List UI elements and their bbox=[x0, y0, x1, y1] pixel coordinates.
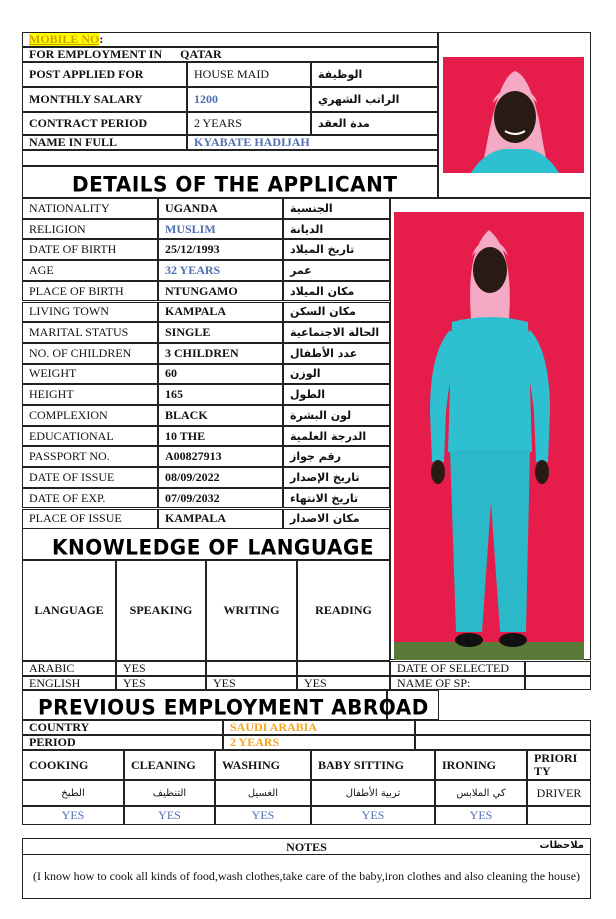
skill-cooking-value: YES bbox=[22, 806, 124, 825]
lang-header-language: LANGUAGE bbox=[22, 560, 116, 661]
detail-ar: مكان السكن bbox=[283, 302, 390, 323]
skill-baby-sitting-header: BABY SITTING bbox=[311, 750, 435, 780]
detail-label: NO. OF CHILDREN bbox=[22, 343, 158, 364]
lang-header-writing: WRITING bbox=[206, 560, 297, 661]
salary-ar: الراتب الشهري bbox=[311, 87, 438, 112]
detail-ar: الطول bbox=[283, 384, 390, 405]
detail-label: DATE OF EXP. bbox=[22, 488, 158, 509]
skill-cooking-ar: الطبخ bbox=[22, 780, 124, 806]
skill-cleaning-header: CLEANING bbox=[124, 750, 215, 780]
portrait-photo bbox=[443, 57, 584, 173]
detail-label: PASSPORT NO. bbox=[22, 446, 158, 467]
lang-arabic-reading bbox=[297, 661, 390, 676]
employment-label: FOR EMPLOYMENT IN bbox=[29, 47, 163, 61]
detail-ar: الدرجة العلمية bbox=[283, 426, 390, 447]
country-blank bbox=[415, 720, 591, 735]
detail-value: 07/09/2032 bbox=[158, 488, 283, 509]
notes-text: (I know how to cook all kinds of food,wash clothes,take care of the baby,iron clothes and also cleaning the house) bbox=[32, 869, 581, 883]
detail-value: NTUNGAMO bbox=[158, 281, 283, 302]
contract-value: 2 YEARS bbox=[187, 112, 311, 135]
country-label: COUNTRY bbox=[22, 720, 223, 735]
detail-ar: لون البشرة bbox=[283, 405, 390, 426]
period-label: PERIOD bbox=[22, 735, 223, 750]
lang-header-reading: READING bbox=[297, 560, 390, 661]
detail-value: 25/12/1993 bbox=[158, 239, 283, 260]
lang-arabic: ARABIC bbox=[22, 661, 116, 676]
detail-value: 3 CHILDREN bbox=[158, 343, 283, 364]
skill-ironing-header: IRONING bbox=[435, 750, 527, 780]
period-blank bbox=[415, 735, 591, 750]
detail-ar: الديانة bbox=[283, 219, 390, 240]
salary-value: 1200 bbox=[187, 87, 311, 112]
skill-baby-sitting-ar: تربية الأطفال bbox=[311, 780, 435, 806]
skill-cleaning-value: YES bbox=[124, 806, 215, 825]
mobile-label: MOBILE NO bbox=[29, 32, 100, 46]
name-label: NAME IN FULL bbox=[22, 135, 187, 150]
detail-ar: تاريخ الإصدار bbox=[283, 467, 390, 488]
lang-header-speaking: SPEAKING bbox=[116, 560, 206, 661]
priority-blank bbox=[527, 806, 591, 825]
detail-ar: مكان الاصدار bbox=[283, 509, 390, 530]
skill-washing-header: WASHING bbox=[215, 750, 311, 780]
detail-label: LIVING TOWN bbox=[22, 302, 158, 323]
contract-ar: مدة العقد bbox=[311, 112, 438, 135]
detail-label: EDUCATIONAL bbox=[22, 426, 158, 447]
lang-english-speaking: YES bbox=[116, 676, 206, 690]
name-sp-label: NAME OF SP: bbox=[390, 676, 525, 690]
skill-ironing-value: YES bbox=[435, 806, 527, 825]
detail-value: SINGLE bbox=[158, 322, 283, 343]
detail-label: MARITAL STATUS bbox=[22, 322, 158, 343]
lang-english-writing: YES bbox=[206, 676, 297, 690]
detail-label: HEIGHT bbox=[22, 384, 158, 405]
detail-value: BLACK bbox=[158, 405, 283, 426]
name-sp-value bbox=[525, 676, 591, 690]
detail-ar: عدد الأطفال bbox=[283, 343, 390, 364]
skill-ironing-ar: كي الملابس bbox=[435, 780, 527, 806]
notes-label: NOTES bbox=[286, 840, 327, 854]
detail-label: COMPLEXION bbox=[22, 405, 158, 426]
lang-english: ENGLISH bbox=[22, 676, 116, 690]
date-selected-value bbox=[525, 661, 591, 676]
detail-value: 60 bbox=[158, 364, 283, 385]
detail-value: UGANDA bbox=[158, 198, 283, 219]
priority-value: DRIVER bbox=[527, 780, 591, 806]
detail-label: WEIGHT bbox=[22, 364, 158, 385]
detail-ar: عمر bbox=[283, 260, 390, 281]
post-value: HOUSE MAID bbox=[187, 62, 311, 87]
detail-label: PLACE OF BIRTH bbox=[22, 281, 158, 302]
lang-english-reading: YES bbox=[297, 676, 390, 690]
detail-ar: الحالة الاجتماعية bbox=[283, 322, 390, 343]
detail-ar: تاريخ الانتهاء bbox=[283, 488, 390, 509]
previous-title: PREVIOUS EMPLOYMENT ABROAD bbox=[38, 694, 429, 720]
skill-washing-value: YES bbox=[215, 806, 311, 825]
lang-arabic-writing bbox=[206, 661, 297, 676]
language-title: KNOWLEDGE OF LANGUAGE bbox=[52, 534, 375, 560]
post-label: POST APPLIED FOR bbox=[22, 62, 187, 87]
detail-ar: تاريخ الميلاد bbox=[283, 239, 390, 260]
detail-value: 32 YEARS bbox=[158, 260, 283, 281]
detail-value: 08/09/2022 bbox=[158, 467, 283, 488]
detail-label: RELIGION bbox=[22, 219, 158, 240]
name-value: KYABATE HADIJAH bbox=[187, 135, 438, 150]
salary-label: MONTHLY SALARY bbox=[22, 87, 187, 112]
detail-label: AGE bbox=[22, 260, 158, 281]
mobile-row: MOBILE NO : bbox=[22, 32, 438, 47]
skill-cleaning-ar: التنظيف bbox=[124, 780, 215, 806]
full-body-photo bbox=[394, 212, 584, 660]
employment-row bbox=[22, 47, 438, 62]
portrait-illustration bbox=[443, 57, 584, 173]
full-body-illustration bbox=[394, 212, 584, 660]
detail-value: KAMPALA bbox=[158, 302, 283, 323]
detail-value: 165 bbox=[158, 384, 283, 405]
detail-value: 10 THE bbox=[158, 426, 283, 447]
country-value: SAUDI ARABIA bbox=[223, 720, 415, 735]
detail-label: DATE OF ISSUE bbox=[22, 467, 158, 488]
detail-value: A00827913 bbox=[158, 446, 283, 467]
date-selected-label: DATE OF SELECTED bbox=[390, 661, 525, 676]
lang-arabic-speaking: YES bbox=[116, 661, 206, 676]
detail-ar: رقم جواز bbox=[283, 446, 390, 467]
detail-label: NATIONALITY bbox=[22, 198, 158, 219]
contract-label: CONTRACT PERIOD bbox=[22, 112, 187, 135]
skill-priority-header: PRIORI TY bbox=[527, 750, 591, 780]
post-ar: الوظيفة bbox=[311, 62, 438, 87]
detail-ar: الوزن bbox=[283, 364, 390, 385]
skill-baby-sitting-value: YES bbox=[311, 806, 435, 825]
detail-value: KAMPALA bbox=[158, 509, 283, 530]
detail-label: DATE OF BIRTH bbox=[22, 239, 158, 260]
detail-ar: الجنسية bbox=[283, 198, 390, 219]
detail-label: PLACE OF ISSUE bbox=[22, 509, 158, 530]
skill-cooking-header: COOKING bbox=[22, 750, 124, 780]
detail-value: MUSLIM bbox=[158, 219, 283, 240]
notes-ar-label: ملاحظات bbox=[539, 840, 584, 851]
period-value: 2 YEARS bbox=[223, 735, 415, 750]
blank-row bbox=[22, 150, 438, 166]
detail-ar: مكان الميلاد bbox=[283, 281, 390, 302]
employment-value: QATAR bbox=[180, 47, 222, 61]
skill-washing-ar: الغسيل bbox=[215, 780, 311, 806]
details-title: DETAILS OF THE APPLICANT bbox=[72, 171, 398, 197]
